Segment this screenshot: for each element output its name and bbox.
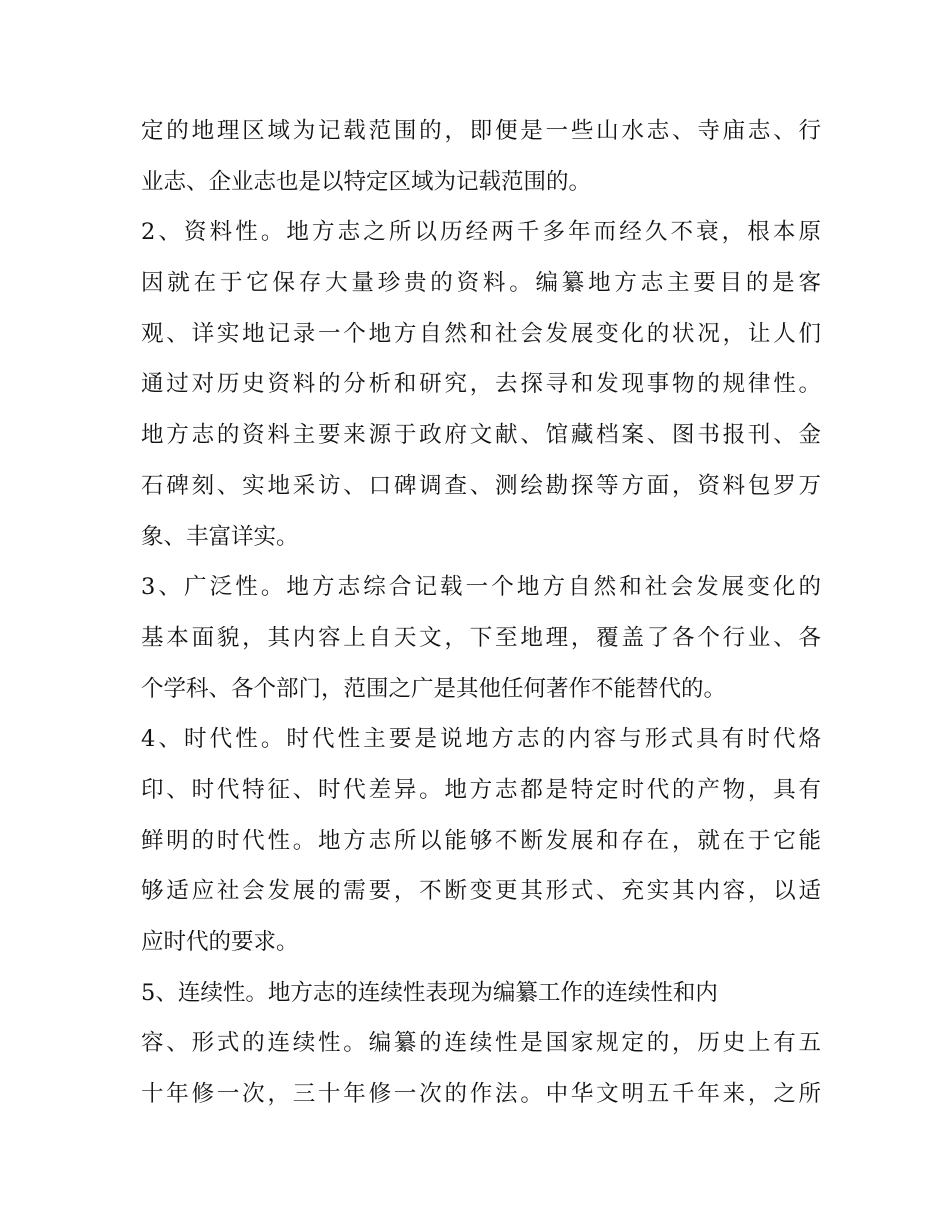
text-line: 鲜明的时代性。地方志所以能够不断发展和存在，就在于它能 — [141, 827, 821, 854]
text-line: 3、广泛性。地方志综合记载一个地方自然和社会发展变化的 — [141, 574, 821, 601]
text-line: 业志、企业志也是以特定区域为记载范围的。 — [141, 168, 592, 195]
text-line: 印、时代特征、时代差异。地方志都是特定时代的产物，具有 — [141, 776, 821, 803]
text-line: 象、丰富详实。 — [141, 523, 299, 550]
document-page — [141, 106, 821, 1120]
text-line: 因就在于它保存大量珍贵的资料。编纂地方志主要目的是客 — [141, 270, 821, 297]
text-line: 够适应社会发展的需要，不断变更其形式、充实其内容，以适 — [141, 878, 821, 905]
text-line: 5、连续性。地方志的连续性表现为编纂工作的连续性和内 — [141, 979, 718, 1006]
document-body — [141, 106, 821, 1120]
text-line: 十年修一次，三十年修一次的作法。中华文明五千年来，之所 — [141, 1081, 821, 1108]
text-line: 地方志的资料主要来源于政府文献、馆藏档案、图书报刊、金 — [141, 422, 821, 449]
text-line: 容、形式的连续性。编纂的连续性是国家规定的，历史上有五 — [141, 1030, 821, 1057]
text-line: 2、资料性。地方志之所以历经两千多年而经久不衰，根本原 — [141, 219, 821, 246]
text-line: 个学科、各个部门，范围之广是其他任何著作不能替代的。 — [141, 675, 727, 702]
text-line: 4、时代性。时代性主要是说地方志的内容与形式具有时代烙 — [141, 726, 821, 753]
text-line: 通过对历史资料的分析和研究，去探寻和发现事物的规律性。 — [141, 371, 821, 398]
text-line: 应时代的要求。 — [141, 929, 299, 955]
text-line: 基本面貌，其内容上自天文，下至地理，覆盖了各个行业、各 — [141, 624, 821, 651]
text-line: 石碑刻、实地采访、口碑调查、测绘勘探等方面，资料包罗万 — [141, 472, 821, 499]
text-line: 观、详实地记录一个地方自然和社会发展变化的状况，让人们 — [141, 320, 821, 347]
text-line: 定的地理区域为记载范围的，即便是一些山水志、寺庙志、行 — [141, 118, 821, 144]
